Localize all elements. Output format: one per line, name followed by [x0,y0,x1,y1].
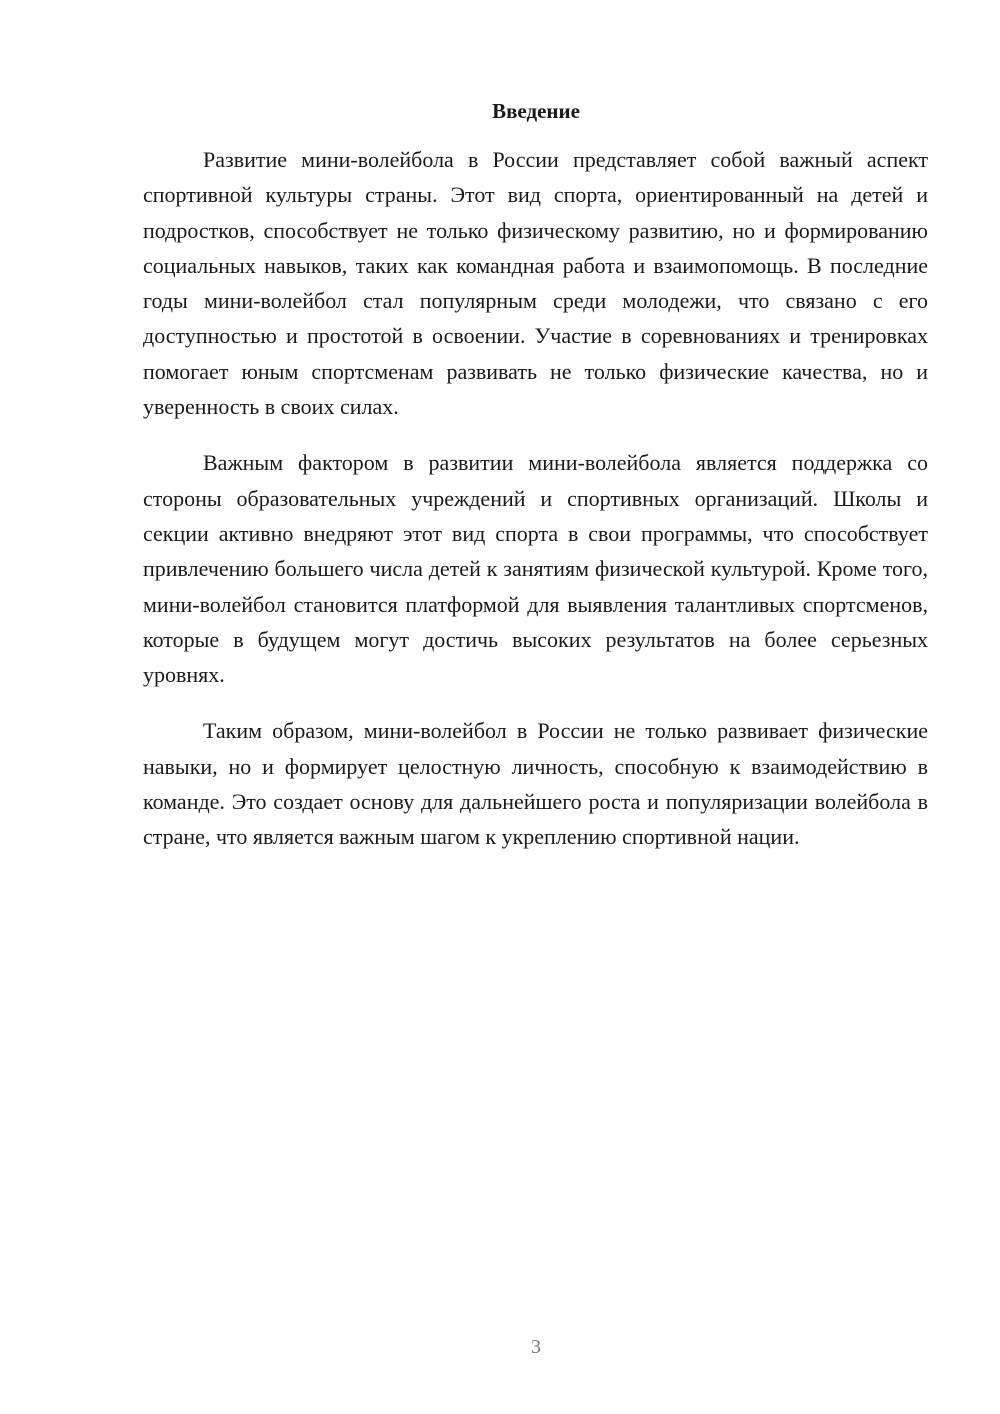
paragraph-3: Таким образом, мини-волейбол в России не только развивает физические навыки, но и формирует целостную личность, способную к взаимодействию в команде. Это создает основу для дальнейшего роста и популяризации волейбола в стране, что является важным шагом к укреплению спортивной нации. [143,718,928,850]
paragraph-2: Важным фактором в развитии мини-волейбола является поддержка со стороны образовательных учреждений и спортивных организаций. Школы и секции активно внедряют этот вид спорта в свои программы, что способствует привлечению большего числа детей к занятиям физической культурой. Кроме того, мини-волейбол становится платформой для выявления талантливых спортсменов, которые в будущем могут достичь высоких результатов на более серьезных уровнях. [143,450,928,688]
page-number: 3 [531,1336,541,1358]
body-text [143,142,928,876]
paragraph-1: Развитие мини-волейбола в России представляет собой важный аспект спортивной культуры страны. Этот вид спорта, ориентированный на детей и подростков, способствует не только физическому развитию, но и формированию социальных навыков, таких как командная работа и взаимопомощь. В последние годы мини-волейбол стал популярным среди молодежи, что связано с его доступностью и простотой в освоении. Участие в соревнованиях и тренировках помогает юным спортсменам развивать не только физические качества, но и уверенность в своих силах. [143,147,928,420]
section-title: Введение [492,99,580,123]
